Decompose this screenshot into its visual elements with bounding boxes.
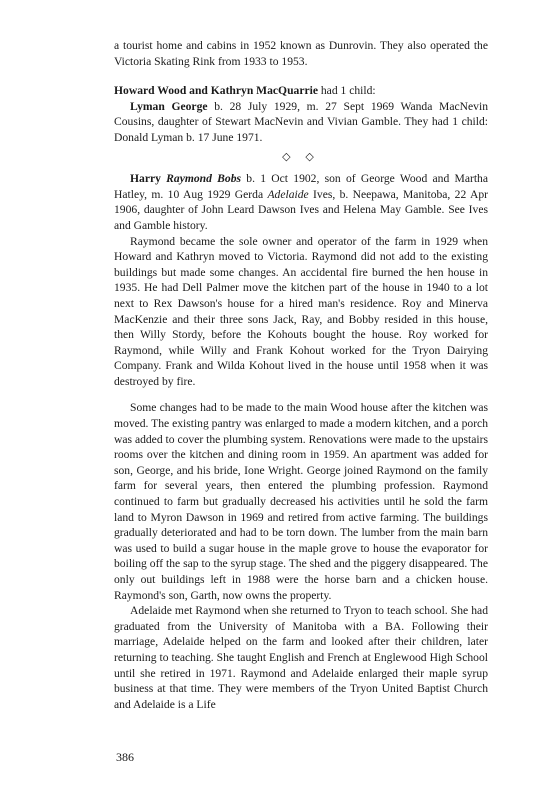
- body-text: [114, 38, 488, 712]
- page-number: 386: [116, 750, 134, 764]
- intro-paragraph: a tourist home and cabins in 1952 known as Dunrovin. They also operated the Victoria Skating Rink from 1933 to 1953.: [114, 39, 488, 68]
- harry-middle-names: Raymond Bobs: [166, 172, 242, 186]
- paragraph-house-changes: Some changes had to be made to the main Wood house after the kitchen was moved. The existing pantry was enlarged to made a modern kitchen, and a porch was added to cover the plumbing system. Renovations were made to the upstairs rooms over the kitchen and dining room in 1959. An apartment was added for son, George, and his bride, Ione Wright. George joined Raymond on the family farm for several years, then entered the plumbing profession. Raymond continued to farm but gradually decreased his activities until he sold the farm land to Myron Dawson in 1969 and retired from active farming. The buildings gradually deteriorated and had to be torn down. The lumber from the main barn was used to build a sugar house in the maple grove to house the evaporator for boiling off the sap to the syrup stage. The shed and the piggery disappeared. The only out buildings left in 1988 were the horse barn and a chicken house. Raymond's son, Garth, now owns the property.: [114, 401, 489, 602]
- harry-entry: [114, 171, 488, 233]
- harry-details-1: b. 1 Oct 1902, son of George Wood and Martha Hatley, m. 10 Aug 1929 Gerda: [114, 172, 488, 201]
- howard-heading-line: [114, 83, 488, 99]
- paragraph-farm-ownership: Raymond became the sole owner and operator of the farm in 1929 when Howard and Kathryn moved to Victoria. Raymond did not add to the existing buildings but made some changes. An accidental fire burned the hen house in 1935. He had Dell Palmer move the kitchen part of the house in 1940 to a lot next to Rex Dawson's house for a hired man's residence. Roy and Minerva MacKenzie and their three sons Jack, Ray, and Bobby resided in this house, then Willy Stordy, before the Kohouts bought the house. Roy worked for Raymond, while Willy and Frank Kohout worked for the Tryon Dairying Company. Frank and Wilda Kohout lived in the house until 1958 when it was destroyed by fire.: [114, 234, 488, 388]
- harry-first-name: Harry: [130, 172, 167, 186]
- harry-details-2: Ives, b. Neepawa, Manitoba, 22 Apr 1906, daughter of John Leard Dawson Ives and Helena May Gamble. See Ives and Gamble history.: [114, 187, 488, 232]
- lyman-entry: [114, 99, 488, 146]
- howard-heading-rest: had 1 child:: [317, 84, 376, 98]
- howard-heading: Howard Wood and Kathryn MacQuarrie: [114, 84, 318, 98]
- lyman-details: b. 28 July 1929, m. 27 Sept 1969 Wanda MacNevin Cousins, daughter of Stewart MacNevin and Vivian Gamble. They had 1 child: Donald Lyman b. 17 June 1971.: [114, 99, 488, 144]
- section-ornament: ◇ ◇: [282, 150, 320, 163]
- lyman-name: Lyman George: [130, 99, 208, 113]
- paragraph-adelaide: Adelaide met Raymond when she returned to Tryon to teach school. She had graduated from the University of Manitoba with a BA. Following their marriage, Adelaide helped on the farm and looked after their children, later returning to teaching. She taught English and French at Englewood High School until she retired in 1971. Raymond and Adelaide enlarged their maple syrup business at that time. They were members of the Tryon United Baptist Church and Adelaide is a Life: [114, 604, 488, 711]
- adelaide-name: Adelaide: [267, 187, 309, 201]
